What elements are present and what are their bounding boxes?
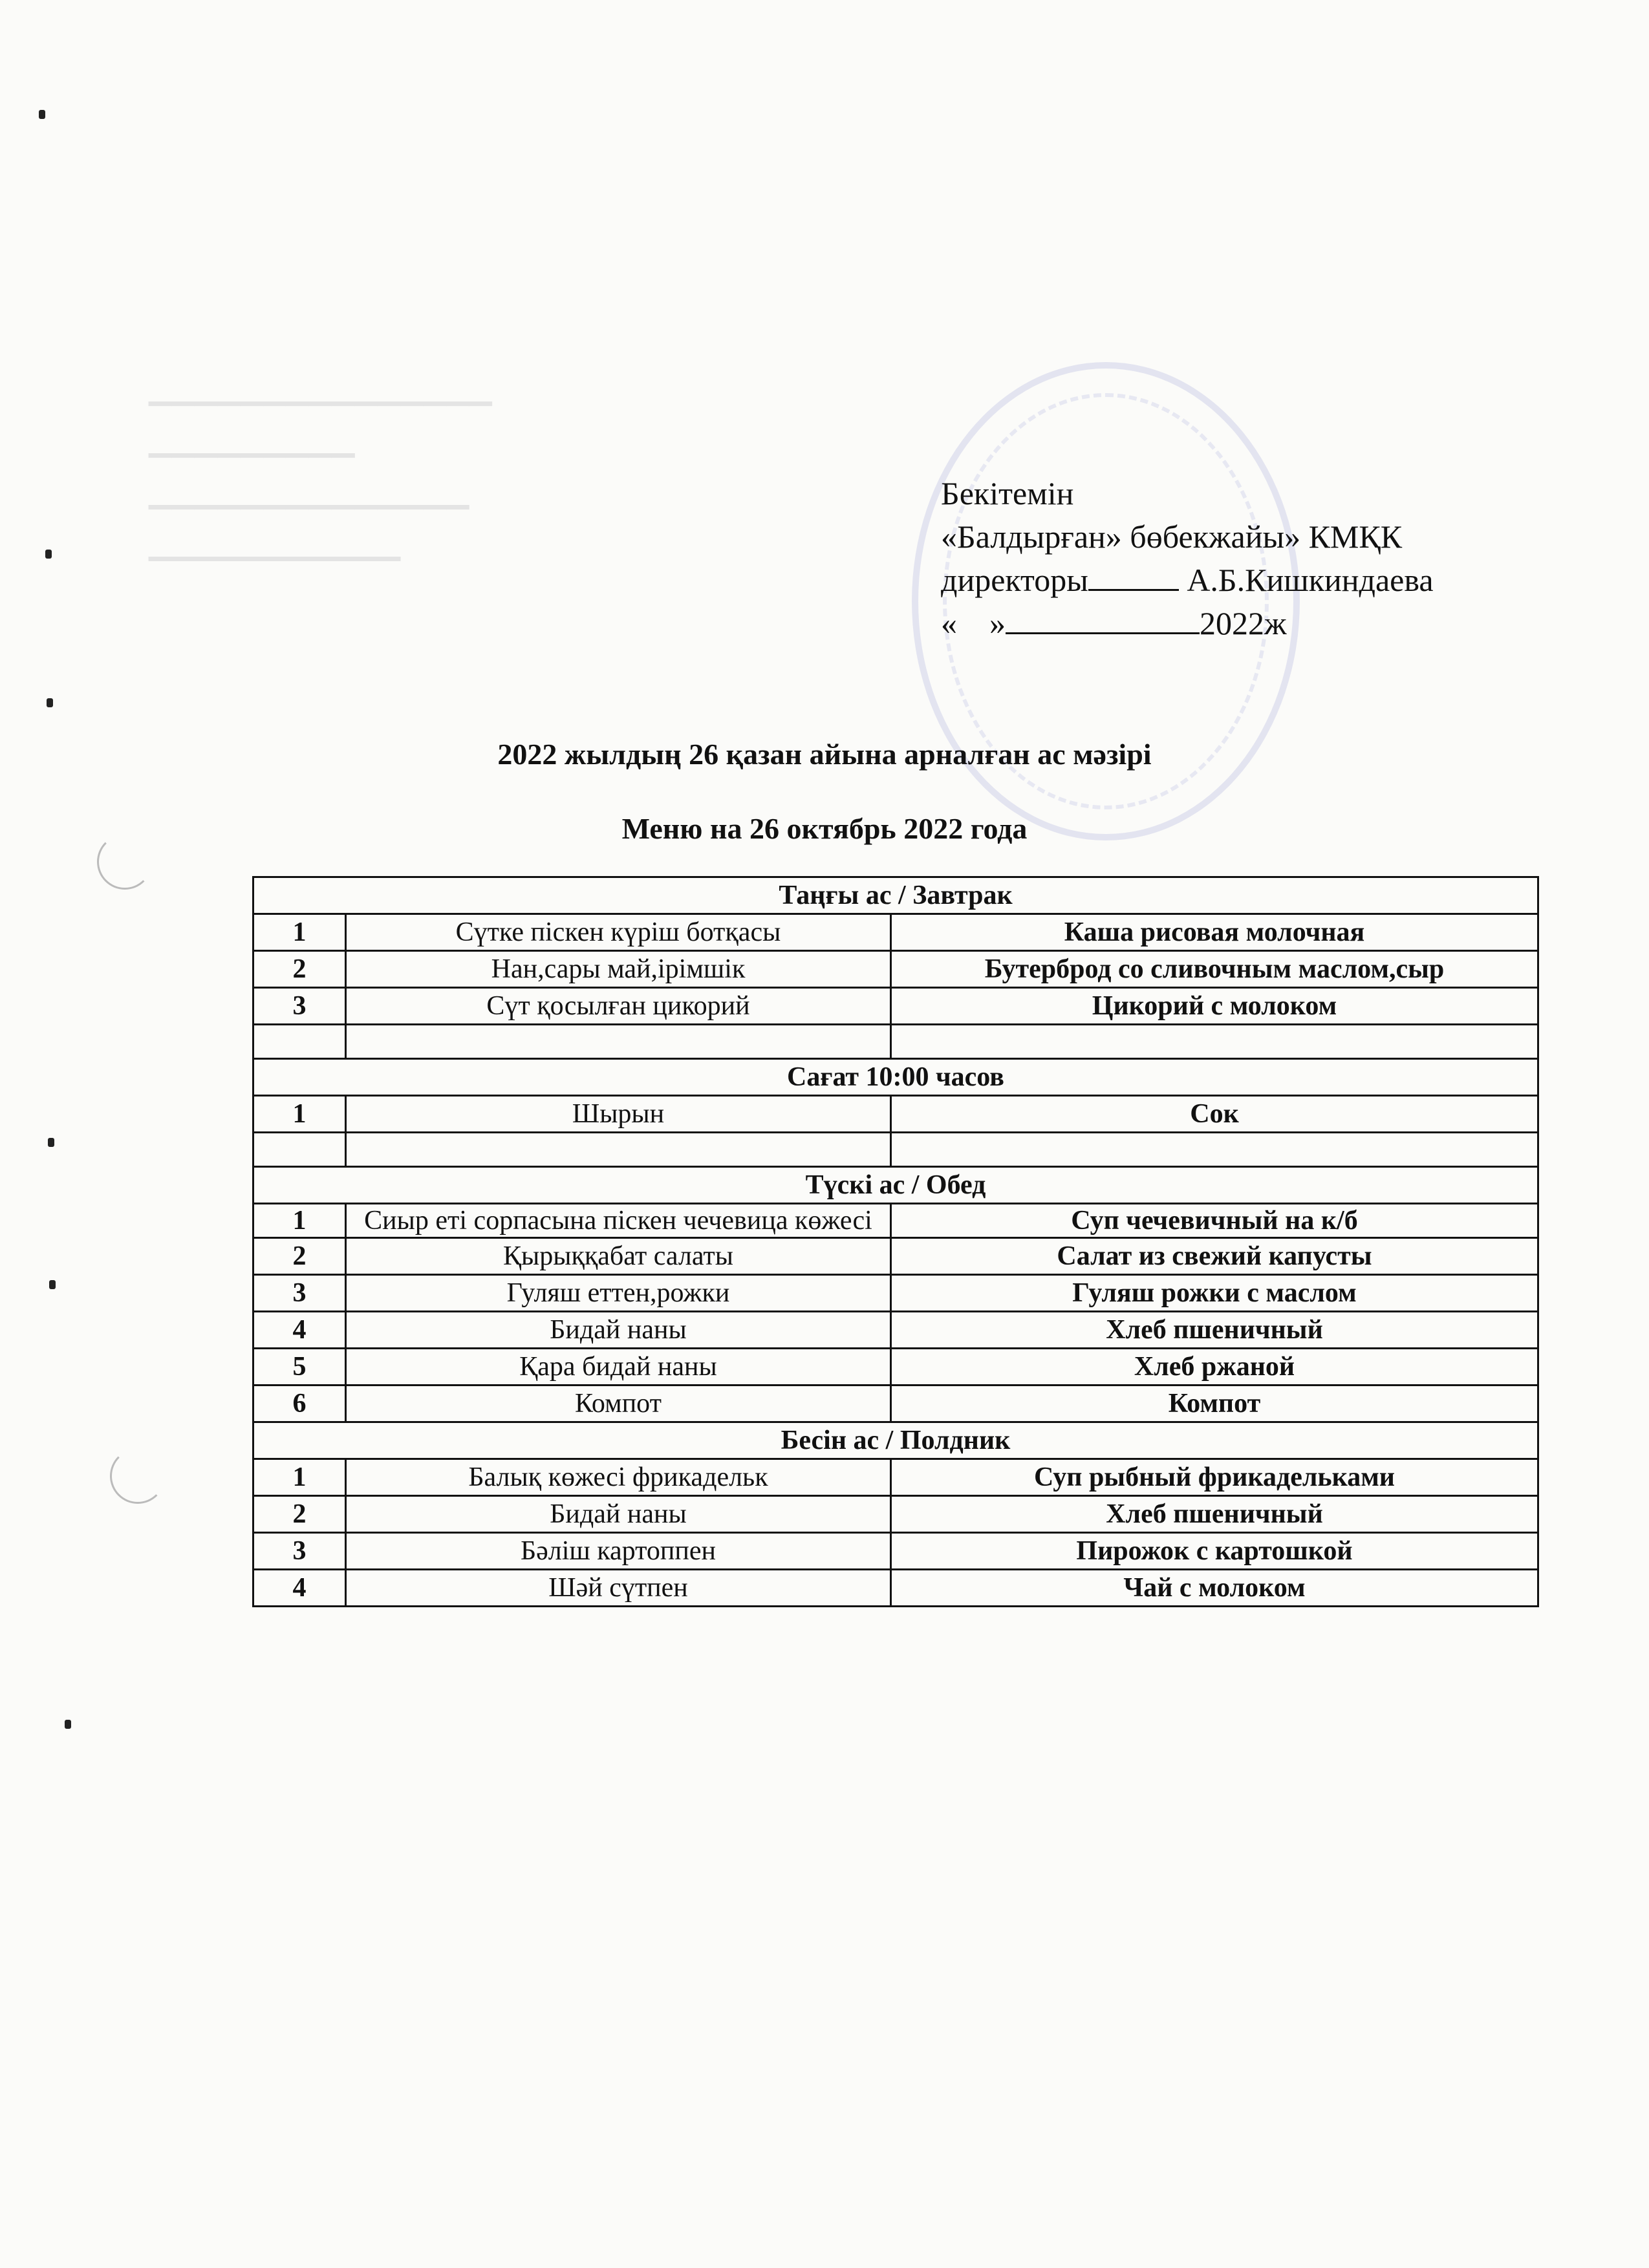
item-kazakh: Сүтке піскен күріш ботқасы <box>346 914 891 951</box>
item-kazakh <box>346 1025 891 1059</box>
menu-row <box>253 1496 1538 1533</box>
margin-mark <box>48 1138 54 1147</box>
item-number: 1 <box>253 914 346 951</box>
date-year: 2022ж <box>1200 605 1287 641</box>
item-russian: Салат из свежий капусты <box>891 1238 1538 1275</box>
approval-block <box>941 472 1434 645</box>
menu-row <box>253 988 1538 1025</box>
item-number: 4 <box>253 1570 346 1607</box>
menu-row-empty <box>253 1133 1538 1167</box>
item-kazakh: Шырын <box>346 1096 891 1133</box>
item-russian: Суп чечевичный на к/б <box>891 1204 1538 1238</box>
section-header-lunch <box>253 1167 1538 1204</box>
approval-line-3 <box>941 559 1434 602</box>
date-close-quote: » <box>989 605 1006 641</box>
item-russian: Каша рисовая молочная <box>891 914 1538 951</box>
margin-mark <box>39 110 45 119</box>
item-kazakh <box>346 1133 891 1167</box>
menu-title-kazakh: 2022 жылдың 26 қазан айына арналған ас мәзірі <box>497 738 1152 771</box>
menu-row-empty <box>253 1025 1538 1059</box>
menu-table <box>252 876 1539 1607</box>
section-title: Таңғы ас / Завтрак <box>253 877 1538 914</box>
item-number: 6 <box>253 1385 346 1422</box>
item-kazakh: Бидай наны <box>346 1312 891 1349</box>
menu-row <box>253 1204 1538 1238</box>
signature-line <box>1088 563 1179 591</box>
item-number: 5 <box>253 1349 346 1385</box>
item-russian: Суп рыбный фрикадельками <box>891 1459 1538 1496</box>
binder-hole-bottom <box>110 1448 166 1504</box>
margin-mark <box>65 1720 71 1729</box>
item-number <box>253 1133 346 1167</box>
margin-mark <box>47 698 53 707</box>
date-line <box>1006 606 1200 634</box>
date-open-quote: « <box>941 605 957 641</box>
menu-row <box>253 1533 1538 1570</box>
item-russian: Гуляш рожки с маслом <box>891 1275 1538 1312</box>
margin-mark <box>49 1280 56 1289</box>
menu-title-russian: Меню на 26 октябрь 2022 года <box>621 812 1028 845</box>
item-number: 4 <box>253 1312 346 1349</box>
menu-row <box>253 951 1538 988</box>
item-number: 3 <box>253 1533 346 1570</box>
item-number: 1 <box>253 1096 346 1133</box>
item-russian: Цикорий с молоком <box>891 988 1538 1025</box>
item-kazakh: Қырыққабат салаты <box>346 1238 891 1275</box>
approval-line-4 <box>941 602 1434 645</box>
item-russian: Чай с молоком <box>891 1570 1538 1607</box>
item-kazakh: Гуляш еттен,рожки <box>346 1275 891 1312</box>
menu-row <box>253 1459 1538 1496</box>
item-number: 3 <box>253 988 346 1025</box>
section-title: Түскі ас / Обед <box>253 1167 1538 1204</box>
item-russian <box>891 1133 1538 1167</box>
item-russian <box>891 1025 1538 1059</box>
item-russian: Бутерброд со сливочным маслом,сыр <box>891 951 1538 988</box>
item-kazakh: Балық көжесі фрикадельк <box>346 1459 891 1496</box>
item-number: 1 <box>253 1204 346 1238</box>
menu-row <box>253 1096 1538 1133</box>
section-header-snack <box>253 1059 1538 1096</box>
item-number: 2 <box>253 951 346 988</box>
menu-row <box>253 914 1538 951</box>
item-kazakh: Қара бидай наны <box>346 1349 891 1385</box>
item-russian: Сок <box>891 1096 1538 1133</box>
item-kazakh: Бәліш картоппен <box>346 1533 891 1570</box>
item-number <box>253 1025 346 1059</box>
menu-row <box>253 1349 1538 1385</box>
director-name: А.Б.Кишкиндаева <box>1187 562 1434 598</box>
approval-line-2: «Балдырған» бөбекжайы» КМҚК <box>941 519 1403 555</box>
item-kazakh: Компот <box>346 1385 891 1422</box>
item-kazakh: Сиыр еті сорпасына піскен чечевица көжесі <box>346 1204 891 1238</box>
item-kazakh: Шәй сүтпен <box>346 1570 891 1607</box>
item-kazakh: Нан,сары май,ірімшік <box>346 951 891 988</box>
section-title: Сағат 10:00 часов <box>253 1059 1538 1096</box>
menu-row <box>253 1385 1538 1422</box>
item-number: 2 <box>253 1496 346 1533</box>
item-number: 1 <box>253 1459 346 1496</box>
item-kazakh: Сүт қосылған цикорий <box>346 988 891 1025</box>
item-russian: Пирожок с картошкой <box>891 1533 1538 1570</box>
menu-row <box>253 1238 1538 1275</box>
approval-line-1: Бекітемін <box>941 475 1074 511</box>
director-label: директоры <box>941 562 1088 598</box>
bleed-through-texture: ▔▔▔▔▔▔▔▔▔▔▔ ▔▔▔▔▔▔▔▔▔▔▔▔▔▔ ▔▔▔▔▔▔▔▔▔ ▔▔▔▔▔▔▔▔▔▔▔▔▔▔▔ <box>149 372 492 560</box>
menu-row <box>253 1275 1538 1312</box>
menu-row <box>253 1312 1538 1349</box>
section-header-breakfast <box>253 877 1538 914</box>
section-title: Бесін ас / Полдник <box>253 1422 1538 1459</box>
item-number: 3 <box>253 1275 346 1312</box>
item-number: 2 <box>253 1238 346 1275</box>
margin-mark <box>45 550 52 559</box>
section-header-afternoon-snack <box>253 1422 1538 1459</box>
item-kazakh: Бидай наны <box>346 1496 891 1533</box>
item-russian: Компот <box>891 1385 1538 1422</box>
menu-row <box>253 1570 1538 1607</box>
item-russian: Хлеб пшеничный <box>891 1496 1538 1533</box>
item-russian: Хлеб ржаной <box>891 1349 1538 1385</box>
item-russian: Хлеб пшеничный <box>891 1312 1538 1349</box>
